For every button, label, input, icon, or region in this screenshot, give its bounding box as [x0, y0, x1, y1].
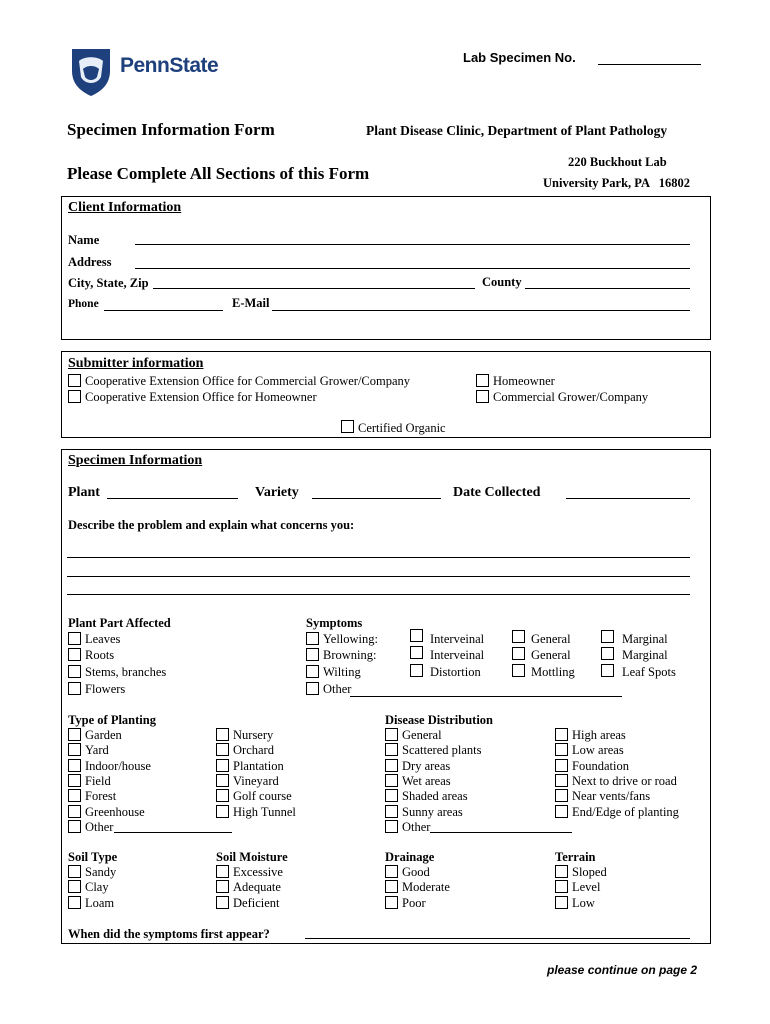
plant-part-title: Plant Part Affected — [68, 616, 171, 630]
checkbox-yellowing[interactable] — [306, 632, 319, 645]
checkbox-commercial[interactable] — [476, 390, 489, 403]
checkbox-yellow-interveinal[interactable] — [410, 629, 423, 642]
checkbox-sandy[interactable] — [68, 865, 81, 878]
checkbox-deficient[interactable] — [216, 896, 229, 909]
date-field[interactable] — [566, 498, 690, 499]
checkbox-edge-planting[interactable] — [555, 805, 568, 818]
label-excessive: Excessive — [233, 865, 283, 879]
soil-moisture-title: Soil Moisture — [216, 850, 288, 864]
label-dist-general: General — [402, 728, 442, 742]
checkbox-dist-other[interactable] — [385, 820, 398, 833]
checkbox-wet-areas[interactable] — [385, 774, 398, 787]
label-coop-homeowner: Cooperative Extension Office for Homeowner — [85, 390, 317, 404]
when-field[interactable] — [305, 938, 690, 939]
checkbox-yellow-marginal[interactable] — [601, 630, 614, 643]
checkbox-drive-road[interactable] — [555, 774, 568, 787]
label-yard: Yard — [85, 743, 109, 757]
label-garden: Garden — [85, 728, 122, 742]
plant-field[interactable] — [107, 498, 238, 499]
checkbox-dry-areas[interactable] — [385, 759, 398, 772]
checkbox-flowers[interactable] — [68, 682, 81, 695]
label-level: Level — [572, 880, 601, 894]
label-wilting: Wilting — [323, 665, 361, 679]
checkbox-nursery[interactable] — [216, 728, 229, 741]
checkbox-poor[interactable] — [385, 896, 398, 909]
label-poor: Poor — [402, 896, 426, 910]
label-yellow-general: General — [531, 632, 571, 646]
checkbox-homeowner[interactable] — [476, 374, 489, 387]
checkbox-garden[interactable] — [68, 728, 81, 741]
checkbox-shaded[interactable] — [385, 789, 398, 802]
label-orchard: Orchard — [233, 743, 274, 757]
checkbox-symptom-other[interactable] — [306, 682, 319, 695]
label-good: Good — [402, 865, 430, 879]
checkbox-adequate[interactable] — [216, 880, 229, 893]
checkbox-sunny[interactable] — [385, 805, 398, 818]
label-coop-commercial: Cooperative Extension Office for Commercial Grower/Company — [85, 374, 411, 388]
date-label: Date Collected — [453, 485, 541, 500]
checkbox-leaf-spots[interactable] — [601, 664, 614, 677]
when-label: When did the symptoms first appear? — [68, 927, 270, 941]
address-field[interactable] — [135, 268, 690, 269]
checkbox-stems[interactable] — [68, 665, 81, 678]
label-foundation: Foundation — [572, 759, 629, 773]
checkbox-foundation[interactable] — [555, 759, 568, 772]
label-certified-organic: Certified Organic — [358, 421, 446, 435]
label-distortion: Distortion — [430, 665, 481, 679]
label-high-areas: High areas — [572, 728, 626, 742]
lab-specimen-label: Lab Specimen No. — [463, 50, 576, 65]
city-field[interactable] — [153, 288, 475, 289]
label-browning: Browning: — [323, 648, 377, 662]
shield-icon — [70, 47, 112, 97]
submitter-title: Submitter information — [68, 356, 204, 371]
label-symptom-other: Other — [323, 682, 352, 696]
pennstate-logo — [70, 47, 230, 97]
label-sunny: Sunny areas — [402, 805, 463, 819]
label-sandy: Sandy — [85, 865, 117, 879]
checkbox-leaves[interactable] — [68, 632, 81, 645]
label-forest: Forest — [85, 789, 117, 803]
label-stems: Stems, branches — [85, 665, 167, 679]
label-dist-other: Other — [402, 820, 431, 834]
describe-line-2[interactable] — [67, 576, 690, 577]
checkbox-low-areas[interactable] — [555, 743, 568, 756]
describe-label: Describe the problem and explain what concerns you: — [68, 518, 355, 532]
label-planting-other: Other — [85, 820, 114, 834]
checkbox-sloped[interactable] — [555, 865, 568, 878]
checkbox-certified-organic[interactable] — [341, 420, 354, 433]
checkbox-dist-general[interactable] — [385, 728, 398, 741]
logo-text: PennState — [120, 54, 219, 77]
planting-other-field[interactable] — [114, 832, 232, 833]
checkbox-brown-general[interactable] — [512, 647, 525, 660]
continue-note: please continue on page 2 — [547, 963, 698, 977]
checkbox-high-areas[interactable] — [555, 728, 568, 741]
address-line2: University Park, PA 16802 — [543, 176, 690, 190]
label-field: Field — [85, 774, 111, 788]
name-field[interactable] — [135, 244, 690, 245]
soil-type-title: Soil Type — [68, 850, 118, 864]
describe-line-1[interactable] — [67, 557, 690, 558]
specimen-title: Specimen Information — [68, 453, 203, 468]
label-moderate: Moderate — [402, 880, 450, 894]
checkbox-clay[interactable] — [68, 880, 81, 893]
checkbox-vineyard[interactable] — [216, 774, 229, 787]
label-roots: Roots — [85, 648, 115, 662]
plant-label: Plant — [68, 485, 100, 500]
label-clay: Clay — [85, 880, 109, 894]
checkbox-brown-interveinal[interactable] — [410, 646, 423, 659]
checkbox-golf-course[interactable] — [216, 789, 229, 802]
instructions: Please Complete All Sections of this Form — [67, 164, 370, 183]
checkbox-excessive[interactable] — [216, 865, 229, 878]
checkbox-orchard[interactable] — [216, 743, 229, 756]
checkbox-mottling[interactable] — [512, 664, 525, 677]
email-field[interactable] — [272, 310, 690, 311]
checkbox-browning[interactable] — [306, 648, 319, 661]
drainage-title: Drainage — [385, 850, 435, 864]
label-scattered: Scattered plants — [402, 743, 482, 757]
label-dry-areas: Dry areas — [402, 759, 451, 773]
city-label: City, State, Zip — [68, 276, 149, 290]
checkbox-distortion[interactable] — [410, 664, 423, 677]
terrain-title: Terrain — [555, 850, 596, 864]
checkbox-greenhouse[interactable] — [68, 805, 81, 818]
checkbox-vents-fans[interactable] — [555, 789, 568, 802]
label-nursery: Nursery — [233, 728, 274, 742]
phone-field[interactable] — [104, 310, 223, 311]
checkbox-scattered[interactable] — [385, 743, 398, 756]
checkbox-yellow-general[interactable] — [512, 630, 525, 643]
label-adequate: Adequate — [233, 880, 281, 894]
label-plantation: Plantation — [233, 759, 284, 773]
checkbox-moderate[interactable] — [385, 880, 398, 893]
label-greenhouse: Greenhouse — [85, 805, 145, 819]
checkbox-indoor[interactable] — [68, 759, 81, 772]
address-label: Address — [68, 255, 112, 269]
planting-title: Type of Planting — [68, 713, 156, 727]
email-label: E-Mail — [232, 296, 270, 310]
label-drive-road: Next to drive or road — [572, 774, 677, 788]
label-vineyard: Vineyard — [233, 774, 279, 788]
checkbox-level[interactable] — [555, 880, 568, 893]
name-label: Name — [68, 233, 100, 247]
checkbox-planting-other[interactable] — [68, 820, 81, 833]
label-edge-planting: End/Edge of planting — [572, 805, 679, 819]
checkbox-forest[interactable] — [68, 789, 81, 802]
label-commercial: Commercial Grower/Company — [493, 390, 649, 404]
variety-label: Variety — [255, 485, 299, 500]
distribution-title: Disease Distribution — [385, 713, 493, 727]
label-brown-marginal: Marginal — [622, 648, 668, 662]
label-leaf-spots: Leaf Spots — [622, 665, 676, 679]
address-line1: 220 Buckhout Lab — [568, 155, 667, 169]
label-mottling: Mottling — [531, 665, 575, 679]
symptoms-title: Symptoms — [306, 616, 363, 630]
checkbox-low[interactable] — [555, 896, 568, 909]
dist-other-field[interactable] — [430, 832, 572, 833]
label-homeowner: Homeowner — [493, 374, 555, 388]
checkbox-loam[interactable] — [68, 896, 81, 909]
checkbox-good[interactable] — [385, 865, 398, 878]
checkbox-coop-commercial[interactable] — [68, 374, 81, 387]
checkbox-yard[interactable] — [68, 743, 81, 756]
county-label: County — [482, 275, 522, 289]
label-deficient: Deficient — [233, 896, 280, 910]
county-field[interactable] — [525, 288, 690, 289]
checkbox-plantation[interactable] — [216, 759, 229, 772]
label-brown-interveinal: Interveinal — [430, 648, 485, 662]
label-flowers: Flowers — [85, 682, 126, 696]
checkbox-coop-homeowner[interactable] — [68, 390, 81, 403]
label-shaded: Shaded areas — [402, 789, 468, 803]
label-low-areas: Low areas — [572, 743, 624, 757]
variety-field[interactable] — [312, 498, 441, 499]
checkbox-field[interactable] — [68, 774, 81, 787]
label-brown-general: General — [531, 648, 571, 662]
client-title: Client Information — [68, 200, 182, 215]
label-high-tunnel: High Tunnel — [233, 805, 296, 819]
label-low: Low — [572, 896, 595, 910]
label-indoor: Indoor/house — [85, 759, 151, 773]
form-title: Specimen Information Form — [67, 120, 275, 139]
checkbox-high-tunnel[interactable] — [216, 805, 229, 818]
checkbox-wilting[interactable] — [306, 665, 319, 678]
lab-specimen-field[interactable] — [598, 64, 701, 65]
describe-line-3[interactable] — [67, 594, 690, 595]
label-leaves: Leaves — [85, 632, 121, 646]
label-golf-course: Golf course — [233, 789, 292, 803]
clinic-name: Plant Disease Clinic, Department of Plant Pathology — [366, 123, 668, 138]
label-wet-areas: Wet areas — [402, 774, 451, 788]
checkbox-roots[interactable] — [68, 648, 81, 661]
label-yellow-interveinal: Interveinal — [430, 632, 485, 646]
label-loam: Loam — [85, 896, 115, 910]
symptom-other-field[interactable] — [350, 696, 622, 697]
checkbox-brown-marginal[interactable] — [601, 647, 614, 660]
label-vents-fans: Near vents/fans — [572, 789, 651, 803]
phone-label: Phone — [68, 298, 99, 310]
label-sloped: Sloped — [572, 865, 607, 879]
label-yellowing: Yellowing: — [323, 632, 378, 646]
label-yellow-marginal: Marginal — [622, 632, 668, 646]
